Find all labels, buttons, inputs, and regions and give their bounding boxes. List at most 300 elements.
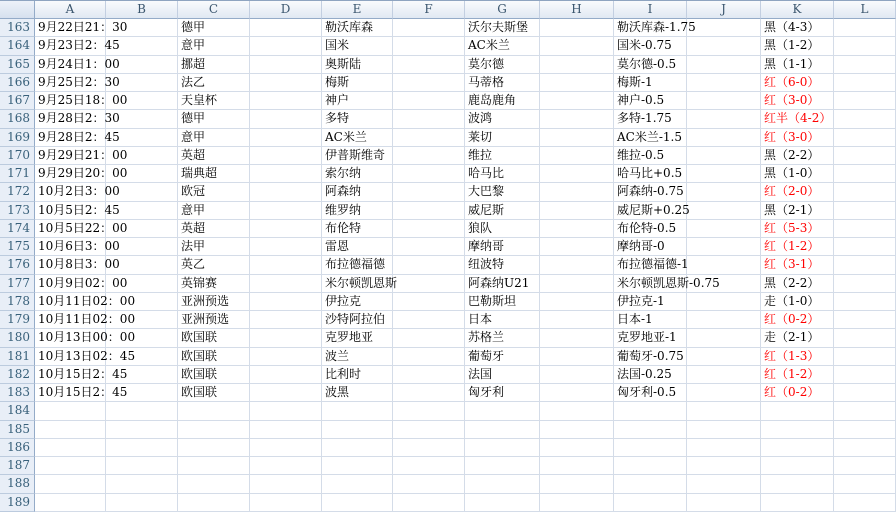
cell-L185[interactable] xyxy=(834,421,896,439)
cell-E163[interactable]: 勒沃库森 xyxy=(322,19,393,37)
cell-L175[interactable] xyxy=(834,238,896,256)
cell-H189[interactable] xyxy=(540,494,614,512)
cell-I171[interactable]: 哈马比+0.5 xyxy=(614,165,687,183)
cell-F175[interactable] xyxy=(393,238,465,256)
cell-B163[interactable] xyxy=(106,19,178,37)
cell-H184[interactable] xyxy=(540,402,614,420)
cell-F172[interactable] xyxy=(393,183,465,201)
row-header-163[interactable]: 163 xyxy=(0,19,35,37)
cell-L187[interactable] xyxy=(834,457,896,475)
cell-F164[interactable] xyxy=(393,37,465,55)
cell-K175[interactable]: 红（1-2） xyxy=(761,238,834,256)
cell-F179[interactable] xyxy=(393,311,465,329)
cell-K170[interactable]: 黑（2-2） xyxy=(761,147,834,165)
cell-H182[interactable] xyxy=(540,366,614,384)
cell-G166[interactable]: 马蒂格 xyxy=(465,74,540,92)
cell-G181[interactable]: 葡萄牙 xyxy=(465,348,540,366)
cell-B184[interactable] xyxy=(106,402,178,420)
cell-A176[interactable]: 10月8日3：00 xyxy=(35,256,106,274)
cell-C175[interactable]: 法甲 xyxy=(178,238,250,256)
cell-L163[interactable] xyxy=(834,19,896,37)
cell-G175[interactable]: 摩纳哥 xyxy=(465,238,540,256)
cell-B171[interactable] xyxy=(106,165,178,183)
cell-E172[interactable]: 阿森纳 xyxy=(322,183,393,201)
cell-D180[interactable] xyxy=(250,329,322,347)
cell-L184[interactable] xyxy=(834,402,896,420)
cell-D163[interactable] xyxy=(250,19,322,37)
cell-J175[interactable] xyxy=(687,238,761,256)
cell-A187[interactable] xyxy=(35,457,106,475)
column-header-G[interactable]: G xyxy=(465,1,540,19)
cell-B183[interactable] xyxy=(106,384,178,402)
cell-L169[interactable] xyxy=(834,129,896,147)
cell-A189[interactable] xyxy=(35,494,106,512)
cell-A181[interactable]: 10月13日02：45 xyxy=(35,348,106,366)
row-header-174[interactable]: 174 xyxy=(0,220,35,238)
cell-J164[interactable] xyxy=(687,37,761,55)
cell-G164[interactable]: AC米兰 xyxy=(465,37,540,55)
cell-K186[interactable] xyxy=(761,439,834,457)
cell-J168[interactable] xyxy=(687,110,761,128)
cell-C177[interactable]: 英锦赛 xyxy=(178,275,250,293)
cell-G176[interactable]: 纽波特 xyxy=(465,256,540,274)
cell-J189[interactable] xyxy=(687,494,761,512)
cell-H187[interactable] xyxy=(540,457,614,475)
row-header-164[interactable]: 164 xyxy=(0,37,35,55)
cell-I173[interactable]: 威尼斯+0.25 xyxy=(614,202,687,220)
cell-L183[interactable] xyxy=(834,384,896,402)
column-header-J[interactable]: J xyxy=(687,1,761,19)
cell-H170[interactable] xyxy=(540,147,614,165)
cell-C178[interactable]: 亚洲预选 xyxy=(178,293,250,311)
cell-J187[interactable] xyxy=(687,457,761,475)
cell-A165[interactable]: 9月24日1：00 xyxy=(35,56,106,74)
cell-J182[interactable] xyxy=(687,366,761,384)
cell-C189[interactable] xyxy=(178,494,250,512)
cell-H167[interactable] xyxy=(540,92,614,110)
column-header-C[interactable]: C xyxy=(178,1,250,19)
cell-H166[interactable] xyxy=(540,74,614,92)
cell-D183[interactable] xyxy=(250,384,322,402)
cell-F188[interactable] xyxy=(393,475,465,493)
cell-E167[interactable]: 神户 xyxy=(322,92,393,110)
cell-K182[interactable]: 红（1-2） xyxy=(761,366,834,384)
cell-L182[interactable] xyxy=(834,366,896,384)
cell-K183[interactable]: 红（0-2） xyxy=(761,384,834,402)
cell-I167[interactable]: 神户-0.5 xyxy=(614,92,687,110)
cell-F177[interactable] xyxy=(393,275,465,293)
cell-I182[interactable]: 法国-0.25 xyxy=(614,366,687,384)
cell-L174[interactable] xyxy=(834,220,896,238)
cell-C164[interactable]: 意甲 xyxy=(178,37,250,55)
cell-H168[interactable] xyxy=(540,110,614,128)
cell-I175[interactable]: 摩纳哥-0 xyxy=(614,238,687,256)
cell-H188[interactable] xyxy=(540,475,614,493)
cell-L171[interactable] xyxy=(834,165,896,183)
cell-J179[interactable] xyxy=(687,311,761,329)
cell-D189[interactable] xyxy=(250,494,322,512)
cell-D165[interactable] xyxy=(250,56,322,74)
cell-J180[interactable] xyxy=(687,329,761,347)
cell-E169[interactable]: AC米兰 xyxy=(322,129,393,147)
cell-J169[interactable] xyxy=(687,129,761,147)
row-header-168[interactable]: 168 xyxy=(0,110,35,128)
column-header-K[interactable]: K xyxy=(761,1,834,19)
row-header-170[interactable]: 170 xyxy=(0,147,35,165)
cell-D184[interactable] xyxy=(250,402,322,420)
cell-B189[interactable] xyxy=(106,494,178,512)
cell-D175[interactable] xyxy=(250,238,322,256)
cell-D182[interactable] xyxy=(250,366,322,384)
cell-G186[interactable] xyxy=(465,439,540,457)
cell-B166[interactable] xyxy=(106,74,178,92)
cell-D187[interactable] xyxy=(250,457,322,475)
cell-F169[interactable] xyxy=(393,129,465,147)
cell-E168[interactable]: 多特 xyxy=(322,110,393,128)
cell-G184[interactable] xyxy=(465,402,540,420)
cell-A185[interactable] xyxy=(35,421,106,439)
cell-I187[interactable] xyxy=(614,457,687,475)
cell-J176[interactable] xyxy=(687,256,761,274)
cell-A167[interactable]: 9月25日18：00 xyxy=(35,92,106,110)
cell-C181[interactable]: 欧国联 xyxy=(178,348,250,366)
cell-G183[interactable]: 匈牙利 xyxy=(465,384,540,402)
cell-C171[interactable]: 瑞典超 xyxy=(178,165,250,183)
cell-J165[interactable] xyxy=(687,56,761,74)
cell-B182[interactable] xyxy=(106,366,178,384)
cell-F185[interactable] xyxy=(393,421,465,439)
cell-F189[interactable] xyxy=(393,494,465,512)
cell-D181[interactable] xyxy=(250,348,322,366)
cell-I178[interactable]: 伊拉克-1 xyxy=(614,293,687,311)
column-header-D[interactable]: D xyxy=(250,1,322,19)
column-header-B[interactable]: B xyxy=(106,1,178,19)
cell-G174[interactable]: 狼队 xyxy=(465,220,540,238)
cell-I177[interactable]: 米尔顿凯恩斯-0.75 xyxy=(614,275,687,293)
cell-G167[interactable]: 鹿岛鹿角 xyxy=(465,92,540,110)
cell-J171[interactable] xyxy=(687,165,761,183)
cell-A180[interactable]: 10月13日00：00 xyxy=(35,329,106,347)
cell-K171[interactable]: 黑（1-0） xyxy=(761,165,834,183)
cell-F182[interactable] xyxy=(393,366,465,384)
cell-G178[interactable]: 巴勒斯坦 xyxy=(465,293,540,311)
cell-H178[interactable] xyxy=(540,293,614,311)
cell-A174[interactable]: 10月5日22：00 xyxy=(35,220,106,238)
cell-E181[interactable]: 波兰 xyxy=(322,348,393,366)
row-header-185[interactable]: 185 xyxy=(0,421,35,439)
row-header-172[interactable]: 172 xyxy=(0,183,35,201)
cell-I176[interactable]: 布拉德福德-1 xyxy=(614,256,687,274)
cell-E179[interactable]: 沙特阿拉伯 xyxy=(322,311,393,329)
row-header-181[interactable]: 181 xyxy=(0,348,35,366)
cell-H185[interactable] xyxy=(540,421,614,439)
cell-B169[interactable] xyxy=(106,129,178,147)
cell-F187[interactable] xyxy=(393,457,465,475)
cell-K184[interactable] xyxy=(761,402,834,420)
cell-K188[interactable] xyxy=(761,475,834,493)
cell-B172[interactable] xyxy=(106,183,178,201)
cell-L176[interactable] xyxy=(834,256,896,274)
cell-C165[interactable]: 挪超 xyxy=(178,56,250,74)
cell-A178[interactable]: 10月11日02：00 xyxy=(35,293,106,311)
cell-L168[interactable] xyxy=(834,110,896,128)
cell-H179[interactable] xyxy=(540,311,614,329)
cell-G187[interactable] xyxy=(465,457,540,475)
row-header-182[interactable]: 182 xyxy=(0,366,35,384)
cell-F163[interactable] xyxy=(393,19,465,37)
cell-D177[interactable] xyxy=(250,275,322,293)
cell-C168[interactable]: 德甲 xyxy=(178,110,250,128)
cell-J174[interactable] xyxy=(687,220,761,238)
cell-I179[interactable]: 日本-1 xyxy=(614,311,687,329)
cell-J163[interactable] xyxy=(687,19,761,37)
cell-I185[interactable] xyxy=(614,421,687,439)
cell-B185[interactable] xyxy=(106,421,178,439)
cell-E164[interactable]: 国米 xyxy=(322,37,393,55)
cell-A182[interactable]: 10月15日2：45 xyxy=(35,366,106,384)
cell-C184[interactable] xyxy=(178,402,250,420)
row-header-175[interactable]: 175 xyxy=(0,238,35,256)
cell-F165[interactable] xyxy=(393,56,465,74)
cell-C185[interactable] xyxy=(178,421,250,439)
cell-H183[interactable] xyxy=(540,384,614,402)
cell-I168[interactable]: 多特-1.75 xyxy=(614,110,687,128)
row-header-189[interactable]: 189 xyxy=(0,494,35,512)
cell-D179[interactable] xyxy=(250,311,322,329)
cell-G165[interactable]: 莫尔德 xyxy=(465,56,540,74)
cell-A188[interactable] xyxy=(35,475,106,493)
column-header-E[interactable]: E xyxy=(322,1,393,19)
cell-F178[interactable] xyxy=(393,293,465,311)
cell-E188[interactable] xyxy=(322,475,393,493)
cell-L172[interactable] xyxy=(834,183,896,201)
cell-G177[interactable]: 阿森纳U21 xyxy=(465,275,540,293)
cell-D168[interactable] xyxy=(250,110,322,128)
cell-C187[interactable] xyxy=(178,457,250,475)
cell-I169[interactable]: AC米兰-1.5 xyxy=(614,129,687,147)
cell-E171[interactable]: 索尔纳 xyxy=(322,165,393,183)
cell-K177[interactable]: 黑（2-2） xyxy=(761,275,834,293)
row-header-188[interactable]: 188 xyxy=(0,475,35,493)
row-header-178[interactable]: 178 xyxy=(0,293,35,311)
cell-B177[interactable] xyxy=(106,275,178,293)
cell-E170[interactable]: 伊普斯维奇 xyxy=(322,147,393,165)
cell-I183[interactable]: 匈牙利-0.5 xyxy=(614,384,687,402)
cell-D176[interactable] xyxy=(250,256,322,274)
cell-H174[interactable] xyxy=(540,220,614,238)
cell-G189[interactable] xyxy=(465,494,540,512)
row-header-186[interactable]: 186 xyxy=(0,439,35,457)
cell-H180[interactable] xyxy=(540,329,614,347)
cell-L173[interactable] xyxy=(834,202,896,220)
row-header-179[interactable]: 179 xyxy=(0,311,35,329)
cell-E189[interactable] xyxy=(322,494,393,512)
cell-J183[interactable] xyxy=(687,384,761,402)
cell-C182[interactable]: 欧国联 xyxy=(178,366,250,384)
cell-B173[interactable] xyxy=(106,202,178,220)
cell-F167[interactable] xyxy=(393,92,465,110)
cell-B181[interactable] xyxy=(106,348,178,366)
cell-I172[interactable]: 阿森纳-0.75 xyxy=(614,183,687,201)
cell-J166[interactable] xyxy=(687,74,761,92)
cell-H163[interactable] xyxy=(540,19,614,37)
cell-I166[interactable]: 梅斯-1 xyxy=(614,74,687,92)
cell-K176[interactable]: 红（3-1） xyxy=(761,256,834,274)
cell-B174[interactable] xyxy=(106,220,178,238)
cell-G173[interactable]: 威尼斯 xyxy=(465,202,540,220)
cell-L178[interactable] xyxy=(834,293,896,311)
cell-K178[interactable]: 走（1-0） xyxy=(761,293,834,311)
cell-C183[interactable]: 欧国联 xyxy=(178,384,250,402)
cell-J184[interactable] xyxy=(687,402,761,420)
cell-D188[interactable] xyxy=(250,475,322,493)
cell-B167[interactable] xyxy=(106,92,178,110)
cell-F170[interactable] xyxy=(393,147,465,165)
cell-F183[interactable] xyxy=(393,384,465,402)
select-all-button[interactable] xyxy=(0,1,35,19)
column-header-F[interactable]: F xyxy=(393,1,465,19)
cell-G169[interactable]: 莱切 xyxy=(465,129,540,147)
cell-G170[interactable]: 维拉 xyxy=(465,147,540,165)
cell-B178[interactable] xyxy=(106,293,178,311)
cell-A166[interactable]: 9月25日2：30 xyxy=(35,74,106,92)
cell-B180[interactable] xyxy=(106,329,178,347)
cell-C176[interactable]: 英乙 xyxy=(178,256,250,274)
column-header-H[interactable]: H xyxy=(540,1,614,19)
cell-A164[interactable]: 9月23日2：45 xyxy=(35,37,106,55)
cell-H175[interactable] xyxy=(540,238,614,256)
cell-C166[interactable]: 法乙 xyxy=(178,74,250,92)
cell-H177[interactable] xyxy=(540,275,614,293)
cell-G185[interactable] xyxy=(465,421,540,439)
cell-J188[interactable] xyxy=(687,475,761,493)
cell-H171[interactable] xyxy=(540,165,614,183)
cell-J186[interactable] xyxy=(687,439,761,457)
cell-J177[interactable] xyxy=(687,275,761,293)
cell-C179[interactable]: 亚洲预选 xyxy=(178,311,250,329)
cell-K173[interactable]: 黑（2-1） xyxy=(761,202,834,220)
cell-G179[interactable]: 日本 xyxy=(465,311,540,329)
cell-I189[interactable] xyxy=(614,494,687,512)
cell-C188[interactable] xyxy=(178,475,250,493)
cell-L167[interactable] xyxy=(834,92,896,110)
row-header-176[interactable]: 176 xyxy=(0,256,35,274)
cell-A184[interactable] xyxy=(35,402,106,420)
cell-K163[interactable]: 黑（4-3） xyxy=(761,19,834,37)
cell-I165[interactable]: 莫尔德-0.5 xyxy=(614,56,687,74)
cell-I170[interactable]: 维拉-0.5 xyxy=(614,147,687,165)
cell-H186[interactable] xyxy=(540,439,614,457)
cell-E187[interactable] xyxy=(322,457,393,475)
cell-H173[interactable] xyxy=(540,202,614,220)
cell-H176[interactable] xyxy=(540,256,614,274)
cell-B187[interactable] xyxy=(106,457,178,475)
cell-C180[interactable]: 欧国联 xyxy=(178,329,250,347)
cell-E165[interactable]: 奥斯陆 xyxy=(322,56,393,74)
cell-J178[interactable] xyxy=(687,293,761,311)
cell-L189[interactable] xyxy=(834,494,896,512)
cell-E186[interactable] xyxy=(322,439,393,457)
cell-F184[interactable] xyxy=(393,402,465,420)
cell-D186[interactable] xyxy=(250,439,322,457)
cell-E178[interactable]: 伊拉克 xyxy=(322,293,393,311)
cell-E176[interactable]: 布拉德福德 xyxy=(322,256,393,274)
cell-D171[interactable] xyxy=(250,165,322,183)
row-header-169[interactable]: 169 xyxy=(0,129,35,147)
cell-A168[interactable]: 9月28日2：30 xyxy=(35,110,106,128)
cell-L181[interactable] xyxy=(834,348,896,366)
cell-E180[interactable]: 克罗地亚 xyxy=(322,329,393,347)
cell-A175[interactable]: 10月6日3：00 xyxy=(35,238,106,256)
cell-G182[interactable]: 法国 xyxy=(465,366,540,384)
cell-E183[interactable]: 波黑 xyxy=(322,384,393,402)
cell-K166[interactable]: 红（6-0） xyxy=(761,74,834,92)
cell-I186[interactable] xyxy=(614,439,687,457)
cell-L186[interactable] xyxy=(834,439,896,457)
cell-E173[interactable]: 维罗纳 xyxy=(322,202,393,220)
cell-J173[interactable] xyxy=(687,202,761,220)
cell-K172[interactable]: 红（2-0） xyxy=(761,183,834,201)
row-header-184[interactable]: 184 xyxy=(0,402,35,420)
cell-I181[interactable]: 葡萄牙-0.75 xyxy=(614,348,687,366)
cell-I188[interactable] xyxy=(614,475,687,493)
cell-F180[interactable] xyxy=(393,329,465,347)
column-header-I[interactable]: I xyxy=(614,1,687,19)
cell-L188[interactable] xyxy=(834,475,896,493)
cell-A183[interactable]: 10月15日2：45 xyxy=(35,384,106,402)
cell-C163[interactable]: 德甲 xyxy=(178,19,250,37)
cell-A171[interactable]: 9月29日20：00 xyxy=(35,165,106,183)
cell-D167[interactable] xyxy=(250,92,322,110)
cell-G188[interactable] xyxy=(465,475,540,493)
cell-K185[interactable] xyxy=(761,421,834,439)
cell-K181[interactable]: 红（1-3） xyxy=(761,348,834,366)
cell-B170[interactable] xyxy=(106,147,178,165)
row-header-171[interactable]: 171 xyxy=(0,165,35,183)
cell-I180[interactable]: 克罗地亚-1 xyxy=(614,329,687,347)
row-header-183[interactable]: 183 xyxy=(0,384,35,402)
cell-K165[interactable]: 黑（1-1） xyxy=(761,56,834,74)
cell-F176[interactable] xyxy=(393,256,465,274)
cell-L179[interactable] xyxy=(834,311,896,329)
row-header-167[interactable]: 167 xyxy=(0,92,35,110)
cell-J172[interactable] xyxy=(687,183,761,201)
cell-K164[interactable]: 黑（1-2） xyxy=(761,37,834,55)
cell-D170[interactable] xyxy=(250,147,322,165)
cell-G171[interactable]: 哈马比 xyxy=(465,165,540,183)
cell-G168[interactable]: 波鸿 xyxy=(465,110,540,128)
cell-D169[interactable] xyxy=(250,129,322,147)
cell-D174[interactable] xyxy=(250,220,322,238)
cell-I174[interactable]: 布伦特-0.5 xyxy=(614,220,687,238)
cell-B164[interactable] xyxy=(106,37,178,55)
cell-G172[interactable]: 大巴黎 xyxy=(465,183,540,201)
cell-A172[interactable]: 10月2日3：00 xyxy=(35,183,106,201)
cell-H181[interactable] xyxy=(540,348,614,366)
cell-C186[interactable] xyxy=(178,439,250,457)
cell-B168[interactable] xyxy=(106,110,178,128)
row-header-166[interactable]: 166 xyxy=(0,74,35,92)
cell-L170[interactable] xyxy=(834,147,896,165)
cell-A186[interactable] xyxy=(35,439,106,457)
cell-F173[interactable] xyxy=(393,202,465,220)
cell-H164[interactable] xyxy=(540,37,614,55)
cell-A170[interactable]: 9月29日21：00 xyxy=(35,147,106,165)
cell-A177[interactable]: 10月9日02：00 xyxy=(35,275,106,293)
cell-I164[interactable]: 国米-0.75 xyxy=(614,37,687,55)
cell-F166[interactable] xyxy=(393,74,465,92)
cell-C174[interactable]: 英超 xyxy=(178,220,250,238)
